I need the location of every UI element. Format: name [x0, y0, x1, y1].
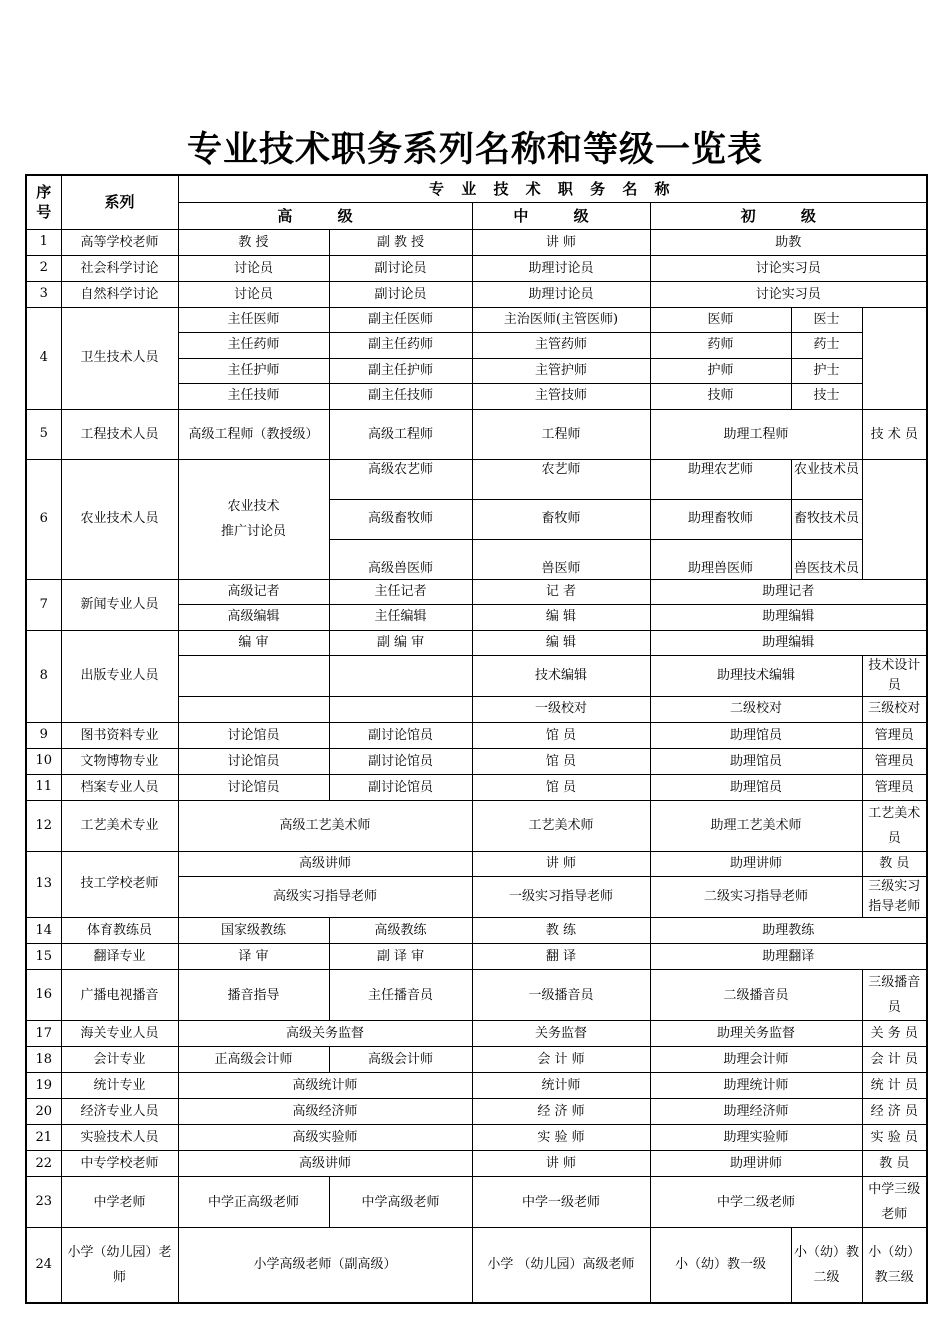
table-cell: 19 [26, 1073, 61, 1099]
rank-table [25, 174, 928, 1304]
table-cell: 编 辑 [472, 605, 650, 631]
table-cell: 主管技师 [472, 384, 650, 410]
table-cell: 卫生技术人员 [61, 307, 178, 409]
table-cell: 2 [26, 255, 61, 281]
table-row [26, 1099, 927, 1125]
header-title-group: 专 业 技 术 职 务 名 称 [178, 175, 927, 202]
table-cell: 工程技术人员 [61, 409, 178, 459]
table-cell: 高级讲师 [178, 851, 472, 877]
table-cell: 21 [26, 1125, 61, 1151]
table-cell: 副 编 审 [329, 630, 472, 656]
table-cell: 高级编辑 [178, 605, 329, 631]
table-cell: 主任编辑 [329, 605, 472, 631]
table-cell: 高级工艺美术师 [178, 800, 472, 851]
table-row [26, 255, 927, 281]
table-cell: 11 [26, 774, 61, 800]
table-cell: 中学高级老师 [329, 1177, 472, 1228]
table-cell: 工艺美术师 [472, 800, 650, 851]
table-cell: 管理员 [862, 774, 927, 800]
table-cell: 助理讲师 [650, 851, 862, 877]
table-cell: 技 术 员 [862, 409, 927, 459]
table-cell: 药士 [791, 333, 862, 359]
table-cell: 技术设计员 [862, 656, 927, 697]
table-row [26, 918, 927, 944]
table-cell: 讨论实习员 [650, 255, 927, 281]
table-cell: 副主任药师 [329, 333, 472, 359]
table-cell [178, 656, 329, 697]
table-cell: 医师 [650, 307, 791, 333]
table-cell: 小学 （幼儿园）高级老师 [472, 1228, 650, 1303]
table-cell: 高级讲师 [178, 1151, 472, 1177]
table-cell: 助理翻译 [650, 944, 927, 970]
table-cell: 高级工程师（教授级） [178, 409, 329, 459]
table-cell: 播音指导 [178, 970, 329, 1021]
table-cell: 农艺师 [472, 459, 650, 499]
header-junior: 初 级 [650, 202, 927, 229]
table-cell: 副讨论馆员 [329, 748, 472, 774]
table-cell: 6 [26, 459, 61, 579]
header-seq: 序号 [26, 175, 61, 229]
table-cell: 三级实习指导老师 [862, 877, 927, 918]
table-cell: 副主任技师 [329, 384, 472, 410]
table-cell: 统 计 员 [862, 1073, 927, 1099]
table-cell: 24 [26, 1228, 61, 1303]
table-cell: 18 [26, 1047, 61, 1073]
table-cell: 8 [26, 630, 61, 722]
table-row [26, 1177, 927, 1228]
table-cell: 管理员 [862, 748, 927, 774]
table-cell: 教 授 [178, 229, 329, 255]
table-row [26, 851, 927, 877]
table-cell: 13 [26, 851, 61, 918]
table-cell: 技工学校老师 [61, 851, 178, 918]
table-cell: 高级教练 [329, 918, 472, 944]
table-row [26, 722, 927, 748]
table-cell: 助理馆员 [650, 774, 862, 800]
page-title: 专业技术职务系列名称和等级一览表 [186, 129, 763, 170]
table-cell: 药师 [650, 333, 791, 359]
table-cell: 助理经济师 [650, 1099, 862, 1125]
table-cell: 讲 师 [472, 229, 650, 255]
table-cell: 经 济 员 [862, 1099, 927, 1125]
table-cell: 助教 [650, 229, 927, 255]
table-cell: 管理员 [862, 722, 927, 748]
table-cell: 副 译 审 [329, 944, 472, 970]
table-cell: 22 [26, 1151, 61, 1177]
table-cell: 助理会计师 [650, 1047, 862, 1073]
table-cell: 讨论员 [178, 255, 329, 281]
table-cell: 教 员 [862, 1151, 927, 1177]
table-cell: 助理编辑 [650, 605, 927, 631]
table-cell [329, 697, 472, 723]
table-cell: 高级农艺师 [329, 459, 472, 499]
table-cell: 三级播音员 [862, 970, 927, 1021]
table-cell: 关务监督 [472, 1021, 650, 1047]
table-cell: 讨论馆员 [178, 774, 329, 800]
table-cell: 实 验 师 [472, 1125, 650, 1151]
table-row [26, 459, 927, 499]
table-cell: 医士 [791, 307, 862, 333]
table-cell: 翻 译 [472, 944, 650, 970]
table-cell: 护士 [791, 358, 862, 384]
table-cell: 编 辑 [472, 630, 650, 656]
table-cell: 助理编辑 [650, 630, 927, 656]
table-cell: 小学高级老师（副高级） [178, 1228, 472, 1303]
table-cell: 1 [26, 229, 61, 255]
table-cell: 中学正高级老师 [178, 1177, 329, 1228]
table-cell: 讨论员 [178, 281, 329, 307]
table-cell: 助理馆员 [650, 748, 862, 774]
table-cell: 农业技术人员 [61, 459, 178, 579]
table-cell: 会 计 师 [472, 1047, 650, 1073]
table-cell: 助理实验师 [650, 1125, 862, 1151]
table-cell: 国家级教练 [178, 918, 329, 944]
table-cell: 技术编辑 [472, 656, 650, 697]
table-row [26, 944, 927, 970]
table-cell: 讲 师 [472, 1151, 650, 1177]
table-cell: 工程师 [472, 409, 650, 459]
table-cell: 经 济 师 [472, 1099, 650, 1125]
table-cell: 7 [26, 579, 61, 630]
table-cell: 14 [26, 918, 61, 944]
table-cell: 二级播音员 [650, 970, 862, 1021]
table-cell: 文物博物专业 [61, 748, 178, 774]
table-row [26, 307, 927, 333]
table-cell: 护师 [650, 358, 791, 384]
table-cell: 会计专业 [61, 1047, 178, 1073]
table-cell: 23 [26, 1177, 61, 1228]
table-row [26, 748, 927, 774]
table-cell: 图书资料专业 [61, 722, 178, 748]
table-row [26, 630, 927, 656]
table-cell: 二级校对 [650, 697, 862, 723]
table-cell: 副主任医师 [329, 307, 472, 333]
table-cell: 社会科学讨论 [61, 255, 178, 281]
table-cell: 主治医师(主管医师) [472, 307, 650, 333]
table-cell: 翻译专业 [61, 944, 178, 970]
table-cell: 广播电视播音 [61, 970, 178, 1021]
table-cell: 助理讨论员 [472, 255, 650, 281]
table-cell: 3 [26, 281, 61, 307]
table-cell: 中学三级老师 [862, 1177, 927, 1228]
table-row [26, 1125, 927, 1151]
table-cell: 一级实习指导老师 [472, 877, 650, 918]
table-row [26, 774, 927, 800]
table-cell: 记 者 [472, 579, 650, 605]
table-cell: 20 [26, 1099, 61, 1125]
table-cell: 5 [26, 409, 61, 459]
table-cell: 小（幼）教三级 [862, 1228, 927, 1303]
table-cell: 海关专业人员 [61, 1021, 178, 1047]
table-cell: 档案专业人员 [61, 774, 178, 800]
table-cell: 中专学校老师 [61, 1151, 178, 1177]
table-cell: 工艺美术员 [862, 800, 927, 851]
table-cell: 技士 [791, 384, 862, 410]
table-cell: 主任药师 [178, 333, 329, 359]
table-cell: 17 [26, 1021, 61, 1047]
table-cell: 主任护师 [178, 358, 329, 384]
table-cell: 统计专业 [61, 1073, 178, 1099]
table-cell: 9 [26, 722, 61, 748]
table-cell: 4 [26, 307, 61, 409]
table-cell: 副讨论员 [329, 281, 472, 307]
table-cell: 讨论馆员 [178, 722, 329, 748]
table-cell: 出版专业人员 [61, 630, 178, 722]
table-row [26, 970, 927, 1021]
table-cell: 实 验 员 [862, 1125, 927, 1151]
table-cell: 高等学校老师 [61, 229, 178, 255]
table-cell: 小（幼）教二级 [791, 1228, 862, 1303]
table-cell: 副 教 授 [329, 229, 472, 255]
table-cell: 正高级会计师 [178, 1047, 329, 1073]
table-cell: 中学一级老师 [472, 1177, 650, 1228]
table-cell: 主任记者 [329, 579, 472, 605]
table-row [26, 229, 927, 255]
table-cell: 助理兽医师 [650, 539, 791, 579]
table-cell: 新闻专业人员 [61, 579, 178, 630]
table-cell: 讨论馆员 [178, 748, 329, 774]
table-cell [178, 697, 329, 723]
table-cell: 农业技术 推广讨论员 [178, 459, 329, 579]
table-cell: 技师 [650, 384, 791, 410]
table-cell: 助理工艺美术师 [650, 800, 862, 851]
table-cell: 副主任护师 [329, 358, 472, 384]
table-cell: 副讨论馆员 [329, 774, 472, 800]
table-row [26, 1228, 927, 1303]
table-cell: 教 练 [472, 918, 650, 944]
table-cell: 副讨论员 [329, 255, 472, 281]
table-cell: 主任医师 [178, 307, 329, 333]
table-cell: 高级记者 [178, 579, 329, 605]
table-cell: 助理关务监督 [650, 1021, 862, 1047]
table-cell: 兽医技术员 [791, 539, 862, 579]
table-cell: 16 [26, 970, 61, 1021]
table-cell: 助理统计师 [650, 1073, 862, 1099]
table-cell: 关 务 员 [862, 1021, 927, 1047]
table-cell: 馆 员 [472, 774, 650, 800]
table-cell: 主任播音员 [329, 970, 472, 1021]
table-cell: 助理记者 [650, 579, 927, 605]
table-cell: 自然科学讨论 [61, 281, 178, 307]
table-cell: 二级实习指导老师 [650, 877, 862, 918]
table-cell: 助理农艺师 [650, 459, 791, 499]
table-cell: 10 [26, 748, 61, 774]
table-cell: 讲 师 [472, 851, 650, 877]
table-cell: 工艺美术专业 [61, 800, 178, 851]
table-row [26, 1047, 927, 1073]
table-cell: 讨论实习员 [650, 281, 927, 307]
table-cell: 高级实习指导老师 [178, 877, 472, 918]
header-series: 系列 [61, 175, 178, 229]
table-cell: 助理技术编辑 [650, 656, 862, 697]
table-cell: 小学（幼儿园）老师 [61, 1228, 178, 1303]
header-senior: 高 级 [178, 202, 472, 229]
table-row [26, 281, 927, 307]
table-cell: 编 审 [178, 630, 329, 656]
table-cell: 高级统计师 [178, 1073, 472, 1099]
table-cell [329, 656, 472, 697]
table-cell: 助理教练 [650, 918, 927, 944]
table-cell: 一级校对 [472, 697, 650, 723]
table-cell: 畜牧技术员 [791, 499, 862, 539]
table-cell: 中学老师 [61, 1177, 178, 1228]
table-cell: 经济专业人员 [61, 1099, 178, 1125]
table-cell: 馆 员 [472, 748, 650, 774]
table-cell: 体育教练员 [61, 918, 178, 944]
table-cell: 中学二级老师 [650, 1177, 862, 1228]
table-row [26, 579, 927, 605]
table-cell: 主管护师 [472, 358, 650, 384]
table-cell: 助理馆员 [650, 722, 862, 748]
table-cell: 译 审 [178, 944, 329, 970]
table-cell: 三级校对 [862, 697, 927, 723]
table-cell: 一级播音员 [472, 970, 650, 1021]
table-cell: 兽医师 [472, 539, 650, 579]
table-row [26, 1151, 927, 1177]
table-cell: 小（幼）教一级 [650, 1228, 791, 1303]
table-row [26, 1021, 927, 1047]
table-cell: 主任技师 [178, 384, 329, 410]
table-cell: 农业技术员 [791, 459, 862, 499]
table-cell: 助理讨论员 [472, 281, 650, 307]
table-cell: 畜牧师 [472, 499, 650, 539]
header-middle: 中 级 [472, 202, 650, 229]
table-cell: 馆 员 [472, 722, 650, 748]
table-cell: 高级经济师 [178, 1099, 472, 1125]
table-cell: 助理畜牧师 [650, 499, 791, 539]
table-cell: 高级兽医师 [329, 539, 472, 579]
table-cell: 高级畜牧师 [329, 499, 472, 539]
table-cell: 高级工程师 [329, 409, 472, 459]
table-cell: 高级关务监督 [178, 1021, 472, 1047]
table-cell: 12 [26, 800, 61, 851]
table-cell: 会 计 员 [862, 1047, 927, 1073]
table-cell: 高级实验师 [178, 1125, 472, 1151]
table-cell: 高级会计师 [329, 1047, 472, 1073]
table-row [26, 800, 927, 851]
table-cell: 实验技术人员 [61, 1125, 178, 1151]
table-cell: 助理讲师 [650, 1151, 862, 1177]
table-cell: 助理工程师 [650, 409, 862, 459]
table-cell: 主管药师 [472, 333, 650, 359]
table-cell: 教 员 [862, 851, 927, 877]
table-row [26, 409, 927, 459]
table-row [26, 1073, 927, 1099]
table-cell: 15 [26, 944, 61, 970]
table-cell: 统计师 [472, 1073, 650, 1099]
table-cell: 副讨论馆员 [329, 722, 472, 748]
